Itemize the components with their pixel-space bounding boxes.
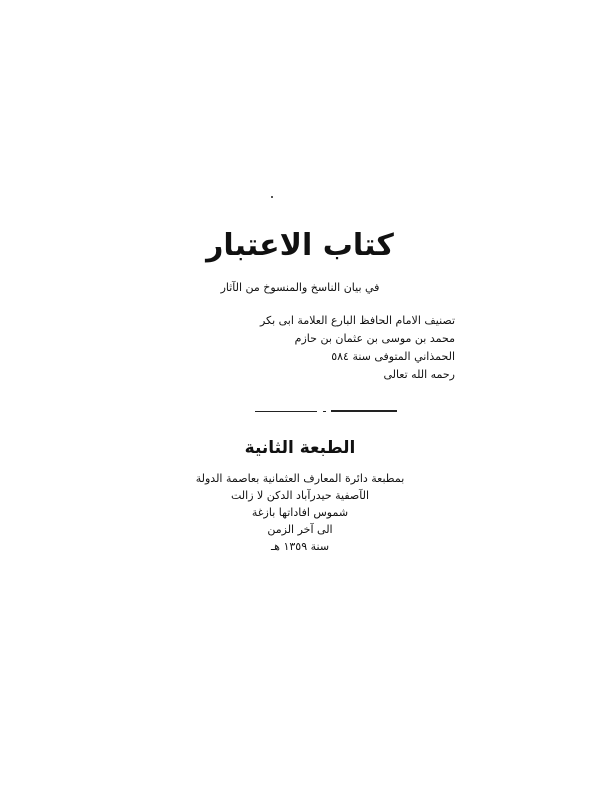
edition-heading: الطبعة الثانية bbox=[244, 438, 356, 458]
imprint-block bbox=[150, 470, 450, 555]
author-line: رحمه الله تعالى bbox=[383, 368, 455, 381]
imprint-line: الى آخر الزمن bbox=[267, 523, 333, 536]
author-line: الحمذاني المتوفى سنة ٥٨٤ bbox=[331, 350, 455, 363]
author-line: تصنيف الامام الحافظ البارع العلامة ابى بكر bbox=[259, 314, 455, 327]
book-subtitle: في بيان الناسخ والمنسوخ من الآثار bbox=[220, 281, 380, 294]
scan-speck bbox=[271, 196, 273, 198]
book-title: كتاب الاعتبار bbox=[206, 228, 394, 263]
imprint-line: بمطبعة دائرة المعارف العثمانية بعاصمة الدولة bbox=[195, 472, 405, 485]
divider-segment bbox=[331, 410, 397, 412]
divider-segment bbox=[255, 411, 317, 412]
divider-dot bbox=[323, 411, 326, 412]
author-line: محمد بن موسى بن عثمان بن حازم bbox=[294, 332, 455, 345]
author-block bbox=[170, 312, 455, 384]
imprint-line: الآصفية حيدرآباد الدكن لا زالت bbox=[230, 489, 370, 502]
divider-rule bbox=[255, 410, 397, 413]
imprint-line: شموس افاداتها بازغة bbox=[251, 506, 349, 519]
imprint-line: سنة ١٣٥٩ هـ bbox=[270, 540, 330, 553]
